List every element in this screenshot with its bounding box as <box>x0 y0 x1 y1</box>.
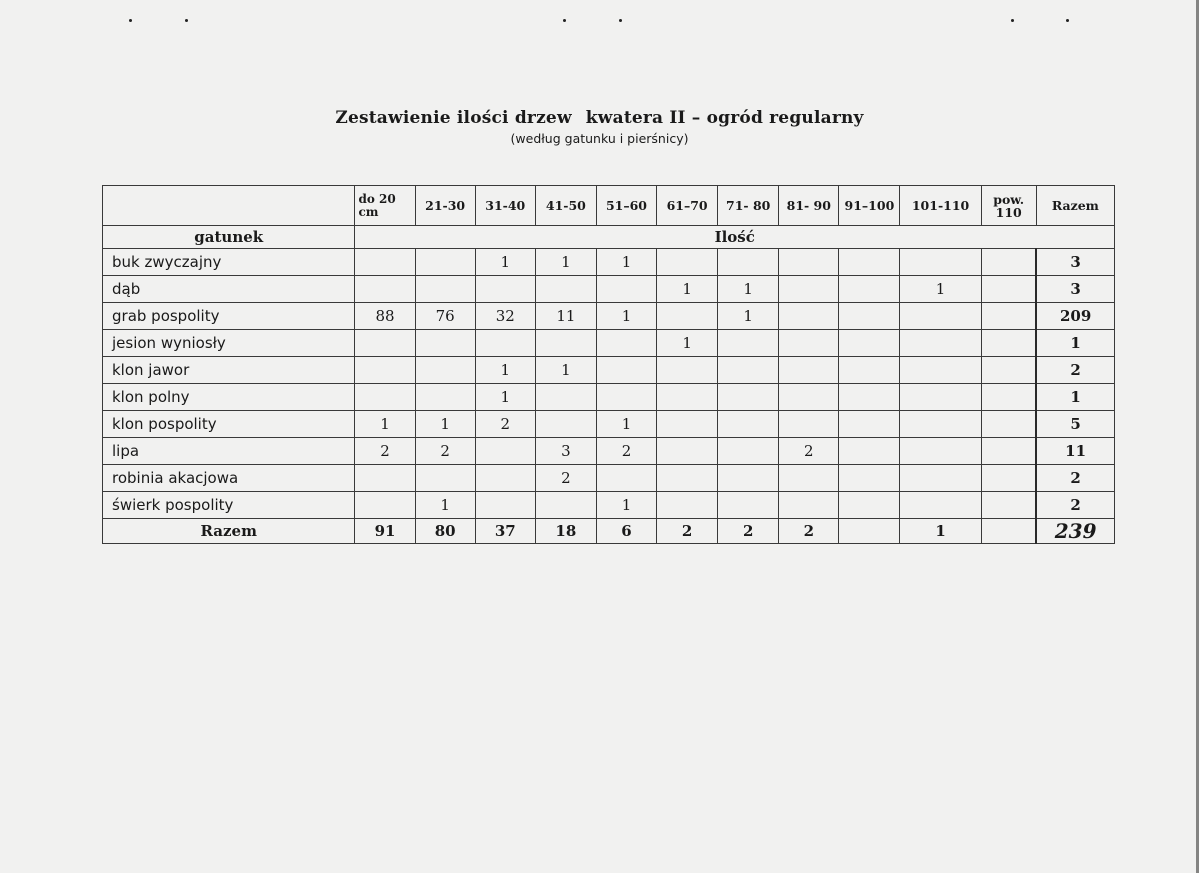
species-name: grab pospolity <box>103 303 355 330</box>
count-cell: 1 <box>596 249 656 276</box>
count-cell <box>779 330 839 357</box>
count-cell: 2 <box>355 438 415 465</box>
count-cell <box>475 438 535 465</box>
column-header: 21-30 <box>415 186 475 226</box>
table-row <box>103 303 1115 330</box>
count-cell: 1 <box>415 411 475 438</box>
count-cell <box>657 465 718 492</box>
count-cell <box>900 492 981 519</box>
count-cell <box>475 276 535 303</box>
count-cell <box>839 384 900 411</box>
count-cell: 3 <box>535 438 596 465</box>
scan-dot <box>619 19 622 22</box>
count-cell <box>657 357 718 384</box>
count-cell: 2 <box>779 438 839 465</box>
species-name: klon pospolity <box>103 411 355 438</box>
count-cell <box>535 276 596 303</box>
count-cell <box>596 276 656 303</box>
count-cell <box>415 384 475 411</box>
count-cell <box>839 438 900 465</box>
count-cell <box>596 330 656 357</box>
table-row <box>103 357 1115 384</box>
row-total: 3 <box>1036 249 1114 276</box>
count-cell <box>900 357 981 384</box>
count-cell <box>657 303 718 330</box>
header-row <box>103 186 1115 226</box>
summary-cell: 1 <box>900 519 981 544</box>
count-cell <box>657 411 718 438</box>
count-cell <box>355 465 415 492</box>
count-cell <box>981 411 1036 438</box>
count-cell: 1 <box>355 411 415 438</box>
count-cell <box>355 330 415 357</box>
count-cell <box>981 438 1036 465</box>
count-cell <box>900 411 981 438</box>
summary-cell <box>839 519 900 544</box>
count-cell <box>779 492 839 519</box>
count-cell <box>900 303 981 330</box>
count-cell <box>718 465 779 492</box>
count-cell <box>839 303 900 330</box>
count-cell <box>981 357 1036 384</box>
count-cell <box>596 384 656 411</box>
scan-dot <box>563 19 566 22</box>
count-cell: 11 <box>535 303 596 330</box>
count-cell: 1 <box>475 384 535 411</box>
summary-cell: 2 <box>718 519 779 544</box>
count-cell <box>355 249 415 276</box>
count-cell <box>535 330 596 357</box>
row-total: 2 <box>1036 357 1114 384</box>
summary-row <box>103 519 1115 544</box>
table-row <box>103 330 1115 357</box>
table-row <box>103 249 1115 276</box>
count-cell <box>839 465 900 492</box>
count-cell: 1 <box>718 276 779 303</box>
species-name: lipa <box>103 438 355 465</box>
summary-cell: 80 <box>415 519 475 544</box>
count-cell: 1 <box>657 330 718 357</box>
count-cell: 88 <box>355 303 415 330</box>
count-cell <box>779 303 839 330</box>
count-cell <box>415 249 475 276</box>
count-cell <box>981 330 1036 357</box>
count-cell <box>596 357 656 384</box>
count-cell <box>779 276 839 303</box>
summary-cell <box>981 519 1036 544</box>
count-cell <box>981 465 1036 492</box>
summary-cell: 91 <box>355 519 415 544</box>
count-cell <box>981 384 1036 411</box>
species-name: buk zwyczajny <box>103 249 355 276</box>
column-header: 81- 90 <box>779 186 839 226</box>
table-row <box>103 411 1115 438</box>
table-row <box>103 438 1115 465</box>
column-header: 71- 80 <box>718 186 779 226</box>
column-header: 31-40 <box>475 186 535 226</box>
count-cell <box>415 465 475 492</box>
count-cell <box>718 492 779 519</box>
count-cell: 76 <box>415 303 475 330</box>
count-cell <box>535 492 596 519</box>
summary-label: Razem <box>103 519 355 544</box>
count-cell <box>839 276 900 303</box>
count-cell <box>981 276 1036 303</box>
count-cell: 1 <box>900 276 981 303</box>
row-total: 11 <box>1036 438 1114 465</box>
summary-cell: 6 <box>596 519 656 544</box>
scan-dot <box>1011 19 1014 22</box>
column-header: 51–60 <box>596 186 656 226</box>
count-cell <box>779 249 839 276</box>
scan-dot <box>129 19 132 22</box>
species-name: świerk pospolity <box>103 492 355 519</box>
subheader-row <box>103 226 1115 249</box>
count-cell <box>900 249 981 276</box>
count-cell: 1 <box>718 303 779 330</box>
column-header: 41-50 <box>535 186 596 226</box>
summary-cell: 18 <box>535 519 596 544</box>
count-cell <box>981 492 1036 519</box>
count-cell <box>839 492 900 519</box>
species-name: klon jawor <box>103 357 355 384</box>
count-cell: 2 <box>596 438 656 465</box>
column-header: pow. 110 <box>981 186 1036 226</box>
count-cell <box>718 438 779 465</box>
count-cell: 32 <box>475 303 535 330</box>
species-name: robinia akacjowa <box>103 465 355 492</box>
column-header-total: Razem <box>1036 186 1114 226</box>
count-cell <box>657 438 718 465</box>
count-cell: 2 <box>475 411 535 438</box>
title-part-1: Zestawienie ilości drzew <box>335 108 572 128</box>
count-cell: 1 <box>535 249 596 276</box>
summary-cell: 37 <box>475 519 535 544</box>
count-cell <box>535 411 596 438</box>
row-total: 1 <box>1036 384 1114 411</box>
row-total: 209 <box>1036 303 1114 330</box>
count-cell <box>718 411 779 438</box>
count-cell <box>657 492 718 519</box>
title-block <box>0 108 1199 146</box>
count-cell <box>355 384 415 411</box>
table-row <box>103 276 1115 303</box>
title-part-2: kwatera II – ogród regularny <box>585 108 864 128</box>
count-cell <box>657 384 718 411</box>
count-cell <box>415 330 475 357</box>
count-cell: 1 <box>535 357 596 384</box>
count-cell <box>355 276 415 303</box>
count-cell <box>718 330 779 357</box>
quantity-header: Ilość <box>355 226 1115 249</box>
header-blank-cell <box>103 186 355 226</box>
column-header: 91–100 <box>839 186 900 226</box>
count-cell: 1 <box>657 276 718 303</box>
tree-count-table <box>102 185 1115 544</box>
count-cell: 2 <box>415 438 475 465</box>
count-cell <box>355 492 415 519</box>
document-subtitle: (według gatunku i pierśnicy) <box>510 131 689 146</box>
count-cell: 1 <box>596 492 656 519</box>
count-cell: 1 <box>475 249 535 276</box>
count-cell: 1 <box>475 357 535 384</box>
count-cell <box>355 357 415 384</box>
count-cell: 1 <box>596 411 656 438</box>
row-total: 3 <box>1036 276 1114 303</box>
count-cell <box>779 384 839 411</box>
count-cell: 1 <box>415 492 475 519</box>
count-cell <box>839 411 900 438</box>
count-cell <box>900 438 981 465</box>
count-cell <box>900 465 981 492</box>
count-cell <box>900 384 981 411</box>
grand-total: 239 <box>1036 519 1114 544</box>
document-title <box>0 108 1199 128</box>
species-name: jesion wyniosły <box>103 330 355 357</box>
count-cell <box>779 465 839 492</box>
column-header: 101-110 <box>900 186 981 226</box>
species-name: klon polny <box>103 384 355 411</box>
count-cell: 1 <box>596 303 656 330</box>
species-name: dąb <box>103 276 355 303</box>
count-cell <box>657 249 718 276</box>
count-cell <box>779 411 839 438</box>
summary-cell: 2 <box>779 519 839 544</box>
count-cell <box>900 330 981 357</box>
count-cell <box>779 357 839 384</box>
summary-cell: 2 <box>657 519 718 544</box>
count-cell <box>839 357 900 384</box>
count-cell <box>475 492 535 519</box>
row-total: 5 <box>1036 411 1114 438</box>
count-cell <box>839 330 900 357</box>
count-cell <box>981 303 1036 330</box>
count-cell <box>718 357 779 384</box>
table-row <box>103 384 1115 411</box>
scan-dot <box>185 19 188 22</box>
row-total: 1 <box>1036 330 1114 357</box>
count-cell <box>718 384 779 411</box>
column-header: do 20 cm <box>355 186 415 226</box>
table-row <box>103 465 1115 492</box>
count-cell <box>596 465 656 492</box>
count-cell: 2 <box>535 465 596 492</box>
table-row <box>103 492 1115 519</box>
count-cell <box>415 276 475 303</box>
column-header: 61–70 <box>657 186 718 226</box>
count-cell <box>415 357 475 384</box>
count-cell <box>718 249 779 276</box>
row-total: 2 <box>1036 492 1114 519</box>
count-cell <box>535 384 596 411</box>
scan-dot <box>1066 19 1069 22</box>
count-cell <box>839 249 900 276</box>
species-header: gatunek <box>103 226 355 249</box>
row-total: 2 <box>1036 465 1114 492</box>
count-cell <box>475 330 535 357</box>
count-cell <box>981 249 1036 276</box>
count-cell <box>475 465 535 492</box>
